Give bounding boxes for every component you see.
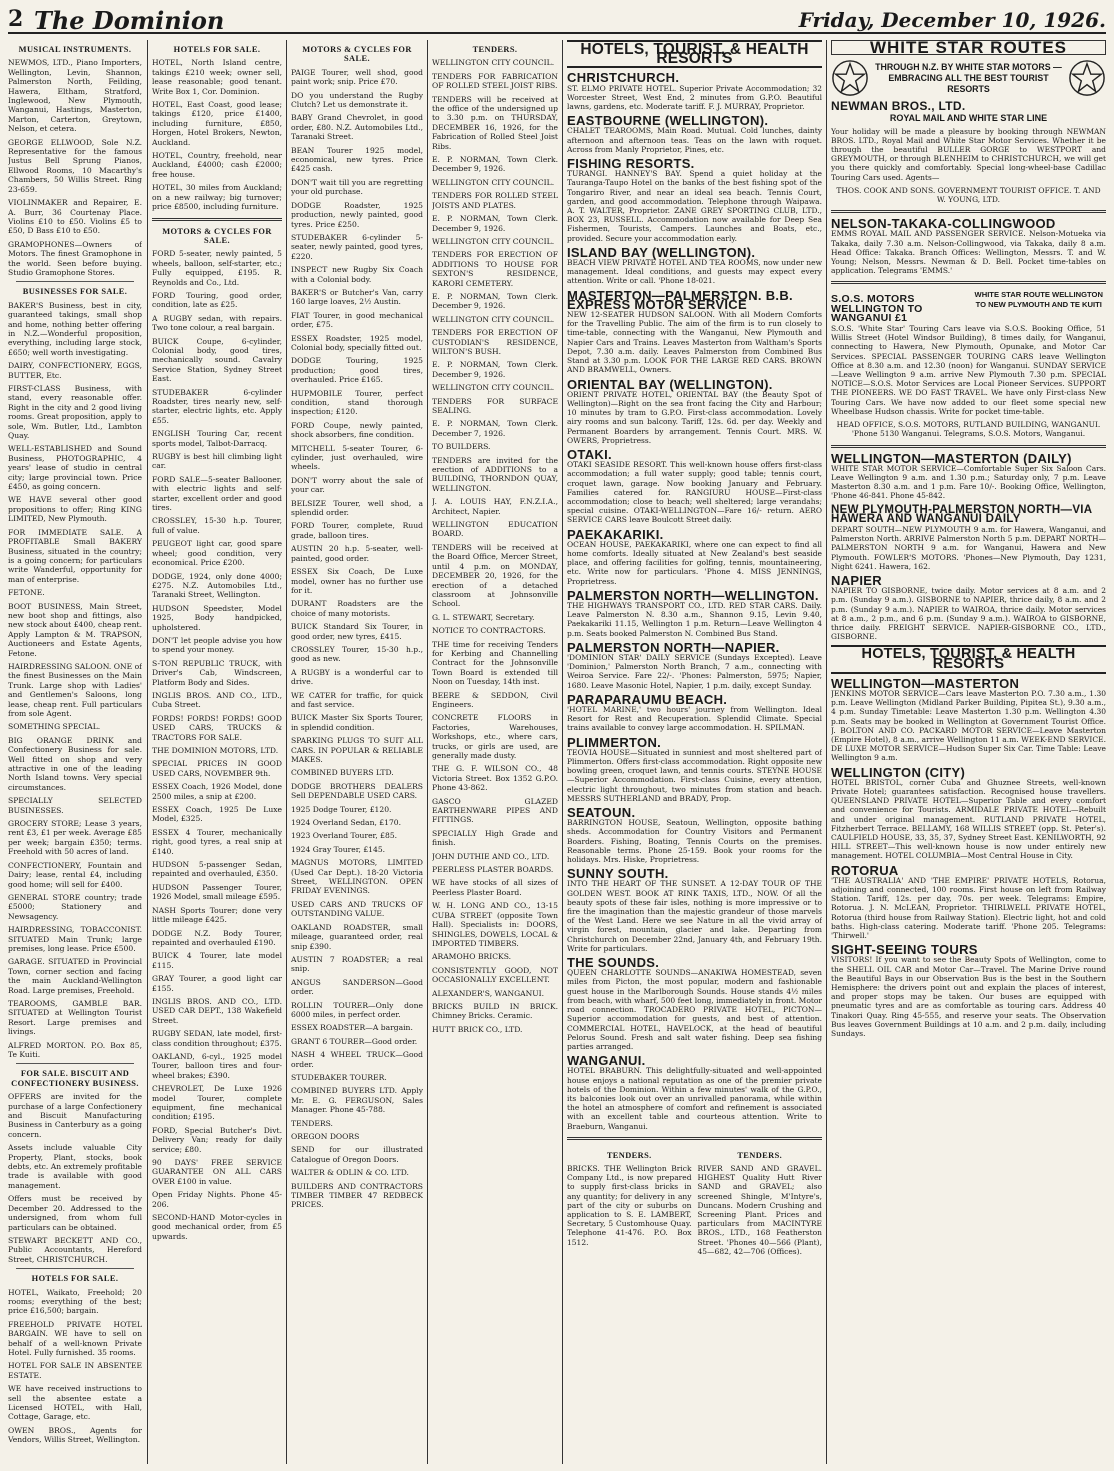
route-heading: WELLINGTON—MASTERTON (DAILY) <box>831 450 1072 466</box>
classified-ad: ESSEX ROADSTER—A bargain. <box>291 1023 413 1033</box>
section-banner: HOTELS, TOURIST, & HEALTH RESORTS <box>831 645 1106 673</box>
classified-ad: J. A. LOUIS HAY, F.N.Z.I.A., Architect, Napier. <box>432 497 558 516</box>
resort-text: CHALET TEAROOMS, Main Road. Mutual. Cold lunches, dainty afternoon and afternoon teas. Teas on the lawn with roquet. Across from Manly Proprietor, Pines, etc. <box>567 126 822 154</box>
classified-ad: WALTER & ODLIN & CO. LTD. <box>291 1168 409 1178</box>
ad-list <box>291 68 423 1210</box>
classified-ad: A RUGBY is a wonderful car to drive. <box>291 667 423 687</box>
ad-text: VISITORS! If you want to see the Beauty Spots of Wellington, come to the SHELL OIL CAR and Motor Car—Travel. The Marine Drive round the Beautiful Bays in our Observation Bus is the best in the Southern Hemisphere: the drivers point out and explain the places of interest, and proper stops may be taken. Our buses are equipped with pneumatic tyres and are as comfortable as touring cars. Address 40 Tinakori Quay. Ring 45-555, and reserve your seats. The Observation Bus leaves Government Buildings at 10 a.m. and 2 p.m. daily, including Sundays. <box>831 955 1106 1039</box>
classified-ad: WELLINGTON CITY COUNCIL. <box>432 58 555 68</box>
agents: THOS. COOK AND SONS. GOVERNMENT TOURIST OFFICE. T. AND W. YOUNG, LTD. <box>836 185 1101 205</box>
classified-ad: INGLIS BROS. AND CO., LTD. USED CAR DEPT., 138 Wakefield Street. <box>152 996 282 1025</box>
classified-ad: WELLINGTON CITY COUNCIL. <box>432 383 555 393</box>
classified-ad: FREEHOLD PRIVATE HOTEL BARGAIN. WE have to sell on behalf of a well-known Private Hotel. Fully furnished. 35 rooms. <box>8 1319 142 1357</box>
route-heading: ROTORUA <box>831 862 899 878</box>
route-heading: SIGHT-SEEING TOURS <box>831 942 978 958</box>
classified-ad: ESSEX Coach, 1926 Model, done 2500 miles, a snip at £200. <box>152 782 282 801</box>
resort-heading: PALMERSTON NORTH—WELLINGTON. <box>567 587 819 603</box>
resort-heading: PAEKAKARIKI. <box>567 526 664 542</box>
column-rule <box>147 40 148 1464</box>
classified-ad: THE time for receiving Tenders for Kerbing and Channelling Contract for the Johnsonville Town Board is extended till Noon on Tuesday, 14th inst. <box>432 639 558 687</box>
classified-ad: TENDERS will be received at the Board Office, Mercer Street, until 4 p.m. on MONDAY, DECEMBER 20, 1926, for the erection of a detached classroom at Johnsonville School. <box>432 542 558 609</box>
classified-ad: WE have received instructions to sell the absentee estate a Licensed HOTEL, with Hall, Cottage, Garage, etc. <box>8 1384 142 1422</box>
route-heading: WELLINGTON—MASTERTON <box>831 675 1020 691</box>
section-heading: MOTORS & CYCLES FOR SALE. <box>302 45 412 64</box>
column-rule <box>427 40 428 1464</box>
column-3 <box>291 40 423 1464</box>
classified-ad: GEORGE ELLWOOD, Sole N.Z. Representative for the famous Justus Bell Sprung Pianos, Ellwood Rooms, 10 Macarthy's Chambers, 50 Willis Street. Ring 23-659. <box>8 137 142 194</box>
classified-ad: DAIRY, CONFECTIONERY, EGGS, BUTTER, Etc. <box>8 361 142 380</box>
masthead <box>8 6 1106 34</box>
classified-ad: BABY Grand Chevrolet, in good order, £80. N.Z. Automobiles Ltd., Taranaki Street. <box>291 113 423 142</box>
classified-ad: INSPECT new Rugby Six Coach with a Colonial body. <box>291 265 423 284</box>
divider <box>831 210 1106 213</box>
classified-ad: DODGE Roadster, 1925 production, newly painted, good tyres. Price £250. <box>291 200 423 229</box>
classified-ad: E. P. NORMAN, Town Clerk. December 9, 1926. <box>432 360 558 379</box>
classified-ad: 1923 Overland Tourer, £85. <box>291 831 398 841</box>
classified-ad: SPECIALLY High Grade and finish. <box>432 828 558 848</box>
ad-list <box>152 249 282 1241</box>
route-heading: NAPIER <box>831 572 882 588</box>
classified-ad: GRAY Tourer, a good light car £155. <box>152 974 282 993</box>
divider <box>831 281 1106 284</box>
resort-heading: THE SOUNDS. <box>567 955 660 971</box>
classified-ad: CROSSLEY Tourer, 15-30 h.p., good as new. <box>291 644 423 664</box>
divider <box>16 281 134 282</box>
star-icon <box>1068 59 1106 97</box>
classified-ad: CONCRETE FLOORS in Factories, Warehouses, Workshops, etc., where cars, trucks, or girls are used, are generally made dusty. <box>432 713 558 760</box>
classified-ad: ARAMOHO BRICKS. <box>432 952 512 962</box>
classified-ad: 1924 Gray Tourer, £145. <box>291 844 386 854</box>
classified-ad: TEAROOMS, GAMBLE BAR. SITUATED at Wellington Tourist Resort. Large premises and livings. <box>8 998 142 1037</box>
classified-ad: WELLINGTON CITY COUNCIL. <box>432 177 555 187</box>
classified-ad: NOTICE TO CONTRACTORS. <box>432 626 546 636</box>
classified-ad: STUDEBAKER TOURER. <box>291 1072 387 1082</box>
ad-list <box>8 301 142 1060</box>
classified-ad: SEND for our illustrated Catalogue of Oregon Doors. <box>291 1145 423 1164</box>
classified-ad: OAKLAND ROADSTER, small mileage, guaranteed order, real snip £390. <box>291 922 423 951</box>
classified-ad: USED CARS AND TRUCKS OF OUTSTANDING VALUE. <box>291 899 423 919</box>
ad-text: Your holiday will be made a pleasure by booking through NEWMAN BROS. LTD., Royal Mail and White Star Motor Services. Whether it be through the beautiful BULLER GORGE to WESTPORT and GREYMOUTH, or through BLENHEIM to CHRISTCHURCH, we will get you there quickly and comfortably. Special long-wheel-base Cadillac Touring Cars used. Agents— <box>831 126 1106 182</box>
classified-ad: WE CATER for traffic, for quick and fast service. <box>291 690 423 709</box>
classified-ad: BRICKS BUILD IN BRICK. Chimney Bricks. Ceramic. <box>432 1001 558 1021</box>
classified-ad: MAGNUS MOTORS, LIMITED (Used Car Dept.). 18-20 Victoria Street, WELLINGTON. OPEN FRIDAY EVENINGS. <box>291 858 423 896</box>
classified-ad: FORD Coupe, newly painted, shock absorbers, fine condition. <box>291 420 423 440</box>
classified-ad: NASH 4 WHEEL TRUCK—Good order. <box>291 1050 423 1069</box>
section-heading: TENDERS. <box>606 1150 652 1160</box>
classified-ad: TENDERS FOR ERECTION OF ADDITIONS TO HOUSE FOR SEXTON'S RESIDENCE, KARORI CEMETERY. <box>432 250 558 288</box>
route-heading: WHITE STAR ROUTE WELLINGTON TO NEW PLYMOUTH AND TE KUITI <box>974 290 1103 310</box>
resort-heading: ISLAND BAY (WELLINGTON). <box>567 244 756 260</box>
divider <box>567 1137 822 1140</box>
classified-ad: PAIGE Tourer, well shod, good paint work; snip. Price £70. <box>291 67 423 87</box>
classified-ad: BUILDERS AND CONTRACTORS TIMBER TIMBER 47 REDBECK PRICES. <box>291 1181 423 1210</box>
column-4 <box>432 40 558 1464</box>
section-heading: BUSINESSES FOR SALE. <box>22 287 128 297</box>
classified-ad: HUDSON Speedster, Model 1925, Body handpicked, upholstered. <box>152 603 282 632</box>
resort-heading: MASTERTON—PALMERSTON. B.B. EXPRESS MOTOR SERVICE <box>567 287 793 312</box>
divider <box>152 218 282 221</box>
classified-ad: BUICK Standard Six Tourer, in good order, new tyres, £415. <box>291 622 423 641</box>
classified-ad: WE have stocks of all sizes of Peerless Plaster Board. <box>432 878 558 897</box>
classified-ad: FORD SALE—5-seater Ballooner, with electric lights and self-starter, excellent order and good tires. <box>152 474 282 513</box>
resort-text: INTO THE HEART OF THE SUNSET. A 12-DAY TOUR OF THE GOLDEN WEST. BOOK AT RINK TAXIS, LTD., NOW. Of all the beauty spots of these fair isles, nothing is more impressive or to fire the imagination than the majestic grandeur of those marvels of the West Land. Here we see Nature in all the vivid array of virgin forest, mountain, glacier and lake. Departing from Christchurch on December 22nd, January 4th, and February 19th. Write for particulars. <box>567 879 822 953</box>
classified-ad: DON'T wait till you are regretting your old purchase. <box>291 177 423 197</box>
resort-heading: SEATOUN. <box>567 805 636 821</box>
classified-ad: E. P. NORMAN, Town Clerk. December 9, 1926. <box>432 155 558 174</box>
resort-heading: PLIMMERTON. <box>567 734 662 750</box>
classified-ad: Open Friday Nights. Phone 45-206. <box>152 1190 282 1209</box>
classified-ad: FORDS! FORDS! FORDS! GOOD USED CARS, TRUCKS & TRACTORS FOR SALE. <box>152 713 282 742</box>
sos-header <box>831 290 1106 324</box>
resort-heading: CHRISTCHURCH. <box>567 70 680 86</box>
section-heading: MOTORS & CYCLES FOR SALE. <box>162 226 272 245</box>
resort-heading: FISHING RESORTS. <box>567 156 695 172</box>
classified-ad: DO you understand the Rugby Clutch? Let us demonstrate it. <box>291 90 423 110</box>
ad-text: 'THE AUSTRALIA' AND 'THE EMPIRE' PRIVATE HOTELS, Rotorua, adjoining and connected, 100 rooms. First house on left from Railway Station. Tariff, 12s. per day, 70s. per week. Telegrams: Empire, Rotorua. J. N. McLEAN, Proprietor. THIRLWELL PRIVATE HOTEL, Rotorua (third house from Railway Station). Electric light, hot and cold baths. High-class catering. Moderate tariff. 'Phone 205. Telegrams: 'Thirwell.' <box>831 875 1106 941</box>
resort-heading: OTAKI. <box>567 446 612 462</box>
section-heading: HOTELS FOR SALE. <box>31 1274 119 1284</box>
classified-ad: GRAMOPHONES—Owners of Motors. The finest Gramophone in the world. Seen before buying. Studio Gramophone Stores. <box>8 239 142 277</box>
classified-ad: DON'T let people advise you how to spend your money. <box>152 635 282 655</box>
star-icon <box>831 59 869 97</box>
classified-ad: COMBINED BUYERS LTD. Apply Mr. E. G. FERGUSON, Sales Manager. Phone 45-788. <box>291 1086 423 1115</box>
classified-ad: FIAT Tourer, in good mechanical order, £75. <box>291 310 423 330</box>
divider <box>16 1268 134 1269</box>
classified-ad: CROSSLEY, 15-30 h.p. Tourer, full of value. <box>152 516 282 535</box>
classified-ad: E. P. NORMAN, Town Clerk. December 9, 1926. <box>432 291 558 311</box>
classified-ad: E. P. NORMAN, Town Clerk. December 7, 1926. <box>432 419 558 438</box>
resort-text: ORIENT PRIVATE HOTEL, ORIENTAL BAY (the Beauty Spot of Wellington)—Right on the sea front facing the City and Harbour; 10 minutes by tram to G.P.O. First-class accommodation. Lovely airy rooms and sun balcony. Tariff, 12s. 6d. per day. Weekly and Permanent Boarders by arrangement. Tennis Court. MRS. W. OWERS, Proprietress. <box>567 389 822 445</box>
ad-text: EMMS ROYAL MAIL AND PASSENGER SERVICE. Nelson-Motueka via Takaka, daily 7.30 a.m. Nelson-Collingwood, via Takaka, daily 8 a.m. Head Office: Takaka. Branch Offices: Wellington, Messrs. T. and W. Young; Nelson, Messrs. Newman & D. Bell. Pocket time-tables on application. Telegrams 'EMMS.' <box>831 229 1106 276</box>
section-heading: HOTELS FOR SALE. <box>173 45 261 54</box>
classified-ad: TENDERS FOR FABRICATION OF ROLLED STEEL JOIST RIBS. <box>432 71 558 91</box>
classified-ad: BUICK Master Six Sports Tourer, in splendid condition. <box>291 713 423 732</box>
classified-ad: THE G. F. WILSON CO., 48 Victoria Street. Box 1352 G.P.O. Phone 43-862. <box>432 764 558 793</box>
ad-list <box>8 1092 142 1264</box>
classified-ad: TENDERS FOR ERECTION OF CUSTODIAN'S RESIDENCE, WILTON'S BUSH. <box>432 328 558 356</box>
classified-ad: DURANT Roadsters are the choice of many motorists. <box>291 599 423 618</box>
ad-text: JENKINS MOTOR SERVICE—Cars leave Masterton P.O. 7.30 a.m., 1.30 p.m. Leave Wellington (Midland Parker Building, Pipitea St.), 9.30 a.m., 4 p.m. Sunday Timetable: Leave Masterton 1.30 p.m. Wellington 4.30 p.m. Seats may be booked in Wellington at Government Tourist Office. J. BOLTON AND CO. PACKARD MOTOR SERVICE—Leave Masterton (Empire Hotel), 8 a.m., arrive Wellington 11 a.m. WEEK-END SERVICE. DE LUXE MOTOR SERVICE—Hudson Super Six Car. Time Table: Leave Wellington 9 a.m. <box>831 688 1106 763</box>
resort-text: OCEAN HOUSE, PAEKAKARIKI, where one can expect to find all home comforts. Ideally situated at New Zealand's best seaside place, and offering facilities for golfing, tennis, mountaineering, etc. Write now for particulars. 'Phone 4. MISS JENNINGS, Proprietress. <box>567 539 822 586</box>
column-1 <box>8 40 142 1464</box>
ad-text: DEPART SOUTH—NEW PLYMOUTH 9 a.m. for Hawera, Wanganui, and Palmerston North. ARRIVE Palmerston North 5 p.m. DEPART NORTH—PALMERSTON NORTH 9 a.m. for Wanganui, Hawera and New Plymouth. FOWLER'S MOTORS. 'Phones—New Plymouth, Day 1231, Night 6241. Hawera, 162. <box>831 524 1106 571</box>
classified-ad: AUSTIN 7 ROADSTER; a real snip. <box>291 954 423 974</box>
column-5 <box>567 40 822 1464</box>
classified-ad: ALEXANDER'S, WANGANUI. <box>432 988 545 998</box>
classified-ad: W. H. LONG AND CO., 13-15 CUBA STREET (opposite Town Hall). Specialists in: DOORS, SHINGLES, DOWELS, LOCAL & IMPORTED TIMBERS. <box>432 901 558 948</box>
classified-ad: FORD Tourer, complete, Ruud grade, balloon tires. <box>291 521 423 540</box>
royal-mail-line: ROYAL MAIL AND WHITE STAR LINE <box>889 113 1048 124</box>
resort-text: ST. ELMO PRIVATE HOTEL. Superior Private Accommodation; 32 Worcester Street, West End, 2 minutes from G.P.O. Beautiful lawns, gardens, etc. Moderate tariff. F. J. MURRAY, Proprietor. <box>567 83 822 112</box>
classified-ad: GARAGE. SITUATED in Provincial Town, corner section and facing the main Auckland-Wellington Road. Large premises, Freehold. <box>8 957 142 995</box>
classified-ad: ESSEX Six Coach, De Luxe model, owner has no further use for it. <box>291 567 423 595</box>
white-star-subtitle: THROUGH N.Z. BY WHITE STAR MOTORS — EMBRACING ALL THE BEST TOURIST RESORTS <box>875 61 1062 94</box>
resort-text: QUEEN CHARLOTTE SOUNDS—ANAKIWA HOMESTEAD, seven miles from Picton, the most popular, modern and fashionable guest house in the Marlborough Sounds. House stands 4½ miles from beach, with wharf, 500 feet long, immediately in front. Motor road connection. TROCADERO PRIVATE HOTEL, PICTON—Superior accommodation for guests, and best of attention. COMMERCIAL HOTEL, HAVELOCK, at the head of beautiful Pelorus Sound. Fresh and salt water fishing. Deep sea fishing parties arranged. <box>567 968 822 1051</box>
classified-ad: ALFRED MORTON. P.O. Box 85, Te Kuiti. <box>8 1040 142 1059</box>
classified-ad: CONSISTENTLY GOOD, NOT OCCASIONALLY EXCELLENT. <box>432 965 558 985</box>
classified-ad: PEUGEOT light car, good spare wheel; good condition, very economical. Price £200. <box>152 539 282 568</box>
classified-ad: STUDEBAKER 6-cylinder Roadster, tires nearly new, self-starter, electric lights, etc. Apply £55. <box>152 387 282 425</box>
classified-ad: DODGE N.Z. Body Tourer, repainted and overhauled £190. <box>152 928 282 947</box>
resort-text: THE HIGHWAYS TRANSPORT CO., LTD. RED STAR CARS. Daily. Leave Palmerston N. 8.30 a.m., Shannon 9.15, Levin 9.40, Paekakariki 11.15, Wellington 1 p.m. Return—Leave Wellington 4 p.m. Seats booked Palmerston N. Combined Bus Stand. <box>567 600 822 638</box>
classified-ad: HAIRDRESSING, TOBACCONIST. SITUATED Main Trunk; large premises, long lease. Price £500. <box>8 925 142 953</box>
ad-list <box>8 1288 142 1445</box>
classified-ad: NEWMOS, LTD., Piano Importers, Wellington, Levin, Shannon, Palmerston North, Feilding, Hawera, Eltham, Stratford, Inglewood, New Plymouth, Wanganui, Hastings, Masterton, Marton, Carterton, Greytown, Nelson, et cetera. <box>8 58 142 134</box>
classified-ad: NASH Sports Tourer; done very little mileage £425. <box>152 905 282 925</box>
column-6 <box>831 40 1106 1464</box>
ad-text: WHITE STAR MOTOR SERVICE—Comfortable Super Six Saloon Cars. Leave Wellington 9 a.m. and 1.30 p.m.; Saturday only, 7 p.m. Leave Masterton 8.30 a.m. and 1 p.m. Fare 10/-. Booking Office, Wellington, 'Phone 46-841. Phone 45-842. <box>831 463 1106 501</box>
classified-ad: DODGE, 1924, only done 4000; £275. N.Z. Automobiles Ltd., Taranaki Street, Wellington. <box>152 571 282 600</box>
white-star-banner <box>831 59 1106 97</box>
classified-ad: HOTEL, North Island centre, takings £210 week; owner sell, lease reasonable; good tenant. Write Box 1, Cor. Dominion. <box>152 58 282 96</box>
column-2 <box>152 40 282 1464</box>
tender-text: RIVER SAND AND GRAVEL. HIGHEST Quality Hutt River SAND and GRAVEL; also screened Shingle, M'Intyre's, Duncans. Modern Crushing and Screening Plant. Prices and particulars from MACINTYRE BROS., LTD., 168 Featherston Street. 'Phones 40—566 (Plant), 45—682, 42—706 (Offices). <box>697 1163 822 1256</box>
classified-ad: BUICK Coupe, 6-cylinder, Colonial body, good tires, mechanically sound. Cavalry Service Station, Sydney Street East. <box>152 336 282 384</box>
classified-ad: COMBINED BUYERS LTD. <box>291 768 394 778</box>
resort-heading: PALMERSTON NORTH—NAPIER. <box>567 639 780 655</box>
classified-ad: GASCO GLAZED EARTHENWARE PIPES AND FITTINGS. <box>432 796 558 825</box>
classified-ad: HOTEL, Waikato, Freehold; 20 rooms; everything of the best; price £16,500; bargain. <box>8 1287 142 1316</box>
classified-ad: WELLINGTON CITY COUNCIL. <box>432 314 555 324</box>
classified-ad: FETONE. <box>8 588 45 598</box>
section-heading: MUSICAL INSTRUMENTS. <box>18 45 132 54</box>
classified-ad: 1924 Overland Sedan, £170. <box>291 818 402 828</box>
classified-ad: ROLLIN TOURER—Only done 6000 miles, in perfect order. <box>291 1000 423 1019</box>
route-heading: WELLINGTON (CITY) <box>831 764 966 780</box>
classified-ad: BELSIZE Tourer, well shod, a splendid order. <box>291 498 423 518</box>
classified-ad: ENGLISH Touring Car, recent sports model, Talbot-Darracq. <box>152 429 282 448</box>
section-heading: TENDERS. <box>472 45 518 54</box>
tender-block <box>698 1146 823 1260</box>
ad-text: S.O.S. 'White Star' Touring Cars leave via S.O.S. Booking Office, 51 Willis Street (Hotel Windsor Building), 8 times daily, for Wanganui, connecting to Hawera, New Plymouth, Opunake, and Motor Car Services. SPECIAL PASSENGER TOURING CARS leave Wellington Office at 8.30 a.m. and 12.30 (noon) for Wanganui. SUNDAY SERVICE—Leave Wellington 9 a.m. arrive New Plymouth 7.30 p.m. SPECIAL NOTICE—S.O.S. Motor Services are Local Pioneer Services. SUPPORT THE PIONEERS. WE DO FAST TRAVEL. We have only First-class New Touring Cars. We have now added to our fleet some special new Wheelbase Hudson chassis. Write for pocket time-table. <box>831 324 1106 416</box>
ad-list <box>432 58 558 1034</box>
section-banner: HOTELS, TOURIST, & HEALTH RESORTS <box>567 40 822 68</box>
classified-ad: MITCHELL 5-seater Tourer, 6-cylinder, just overhauled, wire wheels. <box>291 443 423 472</box>
classified-ad: DON'T worry about the sale of your car. <box>291 475 423 495</box>
classified-ad: FORD, Special Butcher's Divt. Delivery Van; ready for daily service; £80. <box>152 1125 282 1154</box>
classified-ad: TO BUILDERS. <box>432 442 491 452</box>
ad-list <box>152 58 282 211</box>
classified-ad: OFFERS are invited for the purchase of a large Confectionery and Biscuit Manufacturing Business in Canterbury as a going concern. <box>8 1092 142 1139</box>
classified-ad: GROCERY STORE; Lease 3 years, rent £3, £1 per week. Average £85 per week; bargain £350; terms. Freehold with 50 acres of land. <box>8 819 142 857</box>
classified-ad: A RUGBY sedan, with repairs. Two tone colour, a real bargain. <box>152 313 282 333</box>
route-heading: S.O.S. MOTORS WELLINGTON TO WANGANUI £1 <box>831 293 923 324</box>
classified-ad: DODGE Touring, 1925 production; good tires, overhauled. Price £165. <box>291 356 423 385</box>
classified-ad: TENDERS FOR ROLLED STEEL JOISTS AND PLATES. <box>432 191 558 210</box>
issue-date: Friday, December 10, 1926. <box>798 8 1106 32</box>
classified-ad: RUGBY is best hill climbing light car. <box>152 452 282 471</box>
tender-block <box>567 1146 692 1260</box>
ad-text: HOTEL BRISTOL, corner Cuba and Ghuznee Streets, well-known Private Hotel; guarantees satisfaction. Recognised house travellers. QUEENSLAND PRIVATE HOTEL—Superior Table and every comfort and convenience for Tourists. ARMIDALE PRIVATE HOTEL—Rebuilt and under original management. RUTLAND PRIVATE HOTEL, Fitzherbert Terrace. BELLAMY, 168 WILLIS STREET (opp. St. Peter's). CAULFIELD HOUSE, 33, 35, 37, Sydney Street East. KENILWORTH, 92 HILL STREET—This well-known house is now under entirely new management. HOTEL COLUMBIA—Most Central House in City. <box>831 777 1106 861</box>
classified-ad: BUICK 4 Tourer, late model £115. <box>152 951 282 970</box>
resort-text: TEOVIA HOUSE—Situated in sunniest and most sheltered part of Plimmerton. Offers first-class accommodation. Right opposite new bowling green, croquet lawn, and tennis courts. STEYNE HOUSE—Superior Accommodation. First-class Cuisine, every attention, electric light throughout, two minutes from station and beach. MESSRS SUTHERLAND and BRADY, Prop. <box>567 747 822 803</box>
classified-ad: DODGE BROTHERS DEALERS Sell DEPENDABLE USED CARS. <box>291 781 423 801</box>
classified-ad: SPARKING PLUGS TO SUIT ALL CARS. IN POPULAR & RELIABLE MAKES. <box>291 736 423 764</box>
resort-heading: PARAPARAUMU BEACH. <box>567 691 728 707</box>
resort-text: BEACH VIEW PRIVATE HOTEL AND TEA ROOMS, now under new management. Ideal conditions, and guests may expect every attention. Write or call. 'Phone 18-021. <box>567 258 822 286</box>
resort-heading: WANGANUI. <box>567 1053 646 1069</box>
classified-ad: BAKER'S or Butcher's Van, carry 160 large loaves, 2½ Austin. <box>291 287 423 307</box>
classified-ad: HUPMOBILE Tourer, perfect condition, stand thorough inspection; £120. <box>291 388 423 417</box>
ad-text: HEAD OFFICE, S.O.S. MOTORS, RUTLAND BUILDING, WANGANUI. 'Phone 5130 Wanganui. Telegrams, S.O.S. Motors, Wanganui. <box>836 420 1101 439</box>
classified-ad: OREGON DOORS <box>291 1132 360 1141</box>
column-rule <box>826 40 827 1464</box>
classified-ad: HOTEL FOR SALE IN ABSENTEE ESTATE. <box>8 1361 142 1380</box>
classified-ad: TENDERS will be received at the office of the undersigned up to 3.30 p.m. on THURSDAY, DECEMBER 16, 1926, for the Fabrication of Rolled Steel Joist Ribs. <box>432 94 558 151</box>
classified-ad: ESSEX 4 Tourer, mechanically right, good tyres, a real snip at £140. <box>152 827 282 856</box>
classified-ad: OWEN BROS., Agents for Vendors, Willis Street, Wellington. <box>8 1425 142 1445</box>
classified-ad: CONFECTIONERY, Fountain and Dairy; lease, rental £4, including good home; will sell for £400. <box>8 860 142 889</box>
classified-ad: WELLINGTON CITY COUNCIL. <box>432 236 555 246</box>
classified-ad: TENDERS FOR SURFACE SEALING. <box>432 396 558 415</box>
resort-heading: ORIENTAL BAY (WELLINGTON). <box>567 376 773 392</box>
company-name: NEWMAN BROS., LTD. <box>831 99 966 114</box>
resort-text: 'HOTEL MARINE,' two hours' journey from Wellington. Ideal Resort for Rest and Recuperation. Splendid Climate. Special trains available to convey large accommodation. H. SPILMAN. <box>567 705 822 733</box>
classified-ad: SECOND-HAND Motor-cycles in good mechanical order, from £5 upwards. <box>152 1213 282 1241</box>
classified-ad: OAKLAND, 6-cyl., 1925 model Tourer, balloon tires and four-wheel brakes; £390. <box>152 1051 282 1080</box>
classified-ad: ESSEX Roadster, 1925 model, Colonial body, specially fitted out. <box>291 333 423 352</box>
tender-text: BRICKS. THE Wellington Brick Company Ltd., is now prepared to supply first-class bricks in any quantity; for delivery in any part of the city or suburbs on application to S. E. LAMBERT, Secretary, 5 Customhouse Quay. Telephone 41-476. P.O. Box 1512. <box>567 1163 692 1247</box>
classified-ad: WE HAVE several other good propositions to offer; Ring KING LIMITED, New Plymouth. <box>8 495 142 524</box>
classified-ad: FORD 5-seater, newly painted, 5 wheels, balloon, self-starter, etc.; Fully equipped, £195. R. Reynolds and Co., Ltd. <box>152 249 282 287</box>
classified-ad: HAIRDRESSING SALOON. ONE of the finest Businesses on the Main Trunk. Large shop with Ladies' and Gentlemen's Saloons, long lease, cheap rent. Full particulars from sole Agent. <box>8 661 142 718</box>
classified-ad: CHEVROLET, De Luxe 1926 model Tourer, complete equipment, fine mechanical condition; £195. <box>152 1084 282 1122</box>
classified-ad: 1925 Dodge Tourer, £120. <box>291 804 392 814</box>
classified-ad: HOTEL, Country, freehold, near Auckland, £4000; cash £2000; free house. <box>152 151 282 179</box>
newspaper-title: The Dominion <box>34 6 225 35</box>
classified-ad: FIRST-CLASS Business, with stand, every reasonable offer. Right in the city and 2 good living rooms. Great proposition, apply to sole, Wm. Butler, Ltd., Lambton Quay. <box>8 384 142 441</box>
classified-ad: ESSEX Coach, 1925 De Luxe Model, £325. <box>152 805 282 824</box>
resort-list <box>567 70 822 1131</box>
divider <box>831 445 1106 448</box>
classified-ad: BAKER'S Business, best in city, guaranteed takings, small shop and home, nothing better offering in N.Z.—Wonderful proposition, everything, including large stock, £650; well worth investigating. <box>8 300 142 357</box>
classified-ad: FORD Touring, good order, condition, late as £25. <box>152 290 282 310</box>
classified-ad: TENDERS are invited for the erection of ADDITIONS to a BUILDING, THORNDON QUAY, WELLINGTON. <box>432 455 558 493</box>
classified-ad: SPECIAL PRICES IN GOOD USED CARS, NOVEMBER 9th. <box>152 759 282 778</box>
route-heading: NELSON-TAKAKA-COLLINGWOOD <box>831 216 1056 232</box>
classified-ad: BEAN Tourer 1925 model, economical, new tyres. Price £425 cash. <box>291 145 423 174</box>
resort-text: OTAKI SEASIDE RESORT. This well-known house offers first-class accommodation; a full water supply; good table; tennis court, croquet lawn, garage. Now booking January and February. Families catered for. RANGIURU HOUSE—First-class accommodation; close to beach; well sheltered; large verandahs; special cuisine. OTAKI-WELLINGTON—Fare 16/- return. AERO SERVICE CARS leave Boulcott Street daily. <box>567 460 822 525</box>
classified-ad: HUDSON Passenger Tourer, 1926 Model, small mileage £595. <box>152 882 282 902</box>
classified-ad: ANGUS SANDERSON—Good order. <box>291 977 423 997</box>
route-heading: NEW PLYMOUTH-PALMERSTON NORTH—VIA HAWERA AND WANGANUI DAILY <box>831 503 1092 525</box>
classified-ad: HUDSON 5-passenger Sedan, repainted and overhauled, £350. <box>152 860 282 879</box>
classified-ad: BOOT BUSINESS, Main Street, new boot shop and fittings, also new stock about £400, cheap rent. Apply Lampton & M. TRAPSON, Auctioneers and Estate Agents, Fetone. <box>8 601 142 658</box>
classified-ad: Assets include valuable City Property, Plant, stocks, book debts, etc. An extremely profitable trade is available with good management. <box>8 1143 142 1190</box>
classified-ad: BIG ORANGE DRINK and Confectionery Business for sale. Well fitted on shop and very attractive in one of the leading North Island towns. Very special circumstances. <box>8 735 142 792</box>
ad-text: NAPIER TO GISBORNE, twice daily. Motor services at 8 a.m. and 2 p.m. (Sunday 9 a.m.). GISBORNE to NAPIER, thrice daily, 8 a.m. and 2 p.m. (Sunday 9 a.m.). NAPIER to WAIROA, thrice daily. Motor services at 8 a.m., 2 p.m., and 6 p.m. (Sunday 9 a.m.). WAIROA to GISBORNE, thrice daily. FREIGHT SERVICE. NAPIER-GISBORNE CO., LTD., GISBORNE. <box>831 586 1106 642</box>
resort-heading: SUNNY SOUTH. <box>567 866 669 882</box>
column-rule <box>286 40 287 1464</box>
classified-ad: TENDERS. <box>291 1118 333 1128</box>
classified-ad: WELL-ESTABLISHED and Sound Business, PHOTOGRAPHIC, 4 years' lease of studio in central city; large provincial town. Price £450, as going concern. <box>8 444 142 492</box>
section-heading: TENDERS. <box>737 1150 783 1160</box>
ad-list <box>8 58 142 277</box>
classified-ad: Offers must be received by December 20. Addressed to the undersigned, from whom full particulars can be obtained. <box>8 1194 142 1232</box>
classified-ad: S-TON REPUBLIC TRUCK, with Driver's Cab, Windscreen, Platform Body and Sides. <box>152 658 282 687</box>
classified-ad: STEWART BECKETT AND CO., Public Accountants, Hereford Street, CHRISTCHURCH. <box>8 1235 142 1264</box>
resort-text: BARRINGTON HOUSE, Seatoun, Wellington, opposite bathing sheds. Accommodation for Country Visitors and Permanent Boarders. Fishing, Boating, Tennis Courts on the premises. Reasonable terms. Phone 25-159. Book your rooms for the holidays. Mrs. Hiske, Proprietress. <box>567 818 822 865</box>
classified-ad: G. L. STEWART, Secretary. <box>432 612 535 622</box>
classified-ad: INGLIS BROS. AND CO., LTD., Cuba Street. <box>152 690 282 710</box>
white-star-title: WHITE STAR ROUTES <box>831 40 1106 55</box>
classified-ad: FOR IMMEDIATE SALE. A PROFITABLE Small BAKERY Business, situated in the country; is a going concern; for particulars write Wanderful, opportunity for man of enterprise. <box>8 527 142 584</box>
resort-heading: EASTBOURNE (WELLINGTON). <box>567 113 769 129</box>
resort-text: HOTEL BRABURN. This delightfully-situated and well-appointed house enjoys a national reputation as one of the premier private hotels of the Dominion. Within a few minutes' walk of the G.P.O., its balconies look out over an unrivalled panorama, while within the hotel an atmosphere of comfort and refinement is associated with an excellent table and courteous attention. Write to Braeburn, Wanganui. <box>567 1066 822 1131</box>
page-number: 2 <box>8 6 24 32</box>
classified-ad: WELLINGTON EDUCATION BOARD. <box>432 520 558 539</box>
classified-ad: HOTEL, East Coast, good lease; takings £120, price £1400, including furniture, £850, Horgen, Hotel Brokers, Newton, Auckland. <box>152 100 282 147</box>
resort-text: 'DOMINION STAR' DAILY SERVICE (Sundays Excepted). Leave 'Dominion,' Palmerston North Branch, 7 a.m., connecting with Weiroa Service. Fare 22/-. 'Phones: Palmerston, 5975; Napier, 1680. Leave Masonic Hotel, Napier, 1 p.m. daily, except Sunday. <box>567 652 822 690</box>
resort-text: TURANGI. HANNEY'S BAY. Spend a quiet holiday at the Tauranga-Taupo Hotel on the banks of the best fishing spot of the Tongariro River, and near an ideal sea beach. Tennis Court, garden, and good accommodation. Telephone through Waipawa. A. T. WALTER, Proprietor. ZANE GREY SPORTING CLUB, LTD., BOX 23, RUSSELL. Accommodation now available for Deep Sea Fishermen, Tourists, Campers. Launches and Boats, etc., provided. Secure your accommodation early. <box>567 169 822 243</box>
classified-ad: AUSTIN 20 h.p. 5-seater, well-painted, good order. <box>291 544 423 563</box>
classified-ad: SPECIALLY SELECTED BUSINESSES. <box>8 796 142 815</box>
classified-ad: HUTT BRICK CO., LTD. <box>432 1024 523 1034</box>
classified-ad: E. P. NORMAN, Town Clerk. December 9, 1926. <box>432 214 558 233</box>
resort-text: NEW 12-SEATER HUDSON SALOON. With all Modern Comforts for the Travelling Public. The aim of the firm is to run closely to time-table, connecting with the Wanganui, New Plymouth and Napier Cars and Trains. Leaves Masterton from Waltham's Sports Depot, 7.30 a.m. daily. Leaves Palmerston from Combined Bus Stand at 3.30 p.m. LOOK FOR THE LARGE RED CARS. BROWN AND BRAMWELL, Owners. <box>567 310 822 375</box>
classified-ad: BEERE & SEDDON, Civil Engineers. <box>432 690 558 709</box>
divider <box>16 1063 134 1064</box>
classified-ad: 90 DAYS' FREE SERVICE GUARANTEE ON ALL CARS OVER £100 in value. <box>152 1158 282 1186</box>
classified-ad: SOMETHING SPECIAL. <box>8 722 101 732</box>
classified-ad: HOTEL, 30 miles from Auckland; on a new railway; big turnover; price £8500, including furniture. <box>152 183 282 212</box>
classified-ad: PEERLESS PLASTER BOARDS. <box>432 865 554 875</box>
classified-ad: GRANT 6 TOURER—Good order. <box>291 1036 418 1046</box>
column-rule <box>562 40 563 1464</box>
classified-ad: VIOLINMAKER and Repairer, E. A. Burr, 36 Courtenay Place. Violins £10 to £50. Violins £5 to £50, D Bass £10 to £50. <box>8 198 142 236</box>
classified-ad: GENERAL STORE country; trade £5000; Stationery and Newsagency. <box>8 892 142 921</box>
classified-ad: RUGBY SEDAN, late model, first-class condition throughout; £375. <box>152 1029 282 1048</box>
classified-ad: JOHN DUTHIE AND CO., LTD. <box>432 851 550 861</box>
section-heading: FOR SALE. BISCUIT AND CONFECTIONERY BUSINESS. <box>11 1069 139 1088</box>
tenders-footer <box>567 1146 822 1260</box>
classified-ad: THE DOMINION MOTORS, LTD. <box>152 746 279 755</box>
classified-ad: STUDEBAKER 6-cylinder 5-seater, newly painted, good tyres, £220. <box>291 232 423 261</box>
